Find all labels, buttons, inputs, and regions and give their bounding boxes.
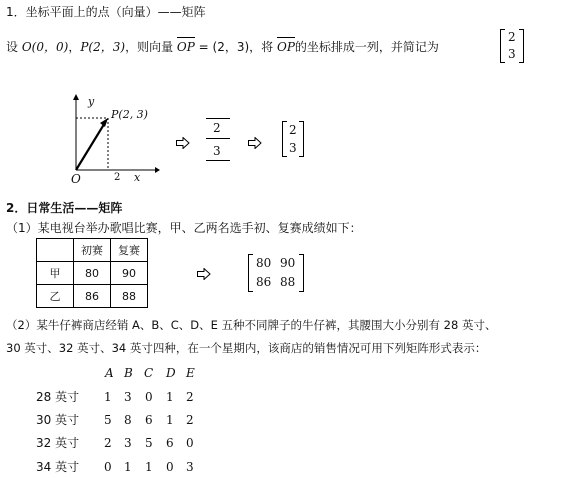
point-label: P(2, 3): [111, 108, 148, 121]
matrix-cell: 2: [289, 123, 297, 137]
vector-arrow-icon: [177, 37, 195, 38]
sales-cell: 3: [124, 390, 132, 404]
x-axis-arrow-icon: [155, 167, 160, 173]
section1-line: [6, 40, 439, 54]
section1-heading: 1．坐标平面上的点（向量）——矩阵: [6, 5, 206, 19]
column-bottom-bar: [206, 160, 230, 161]
section2-heading: 2．日常生活——矩阵: [6, 201, 123, 215]
sales-cell: 3: [124, 436, 132, 450]
sales-cell: 6: [166, 436, 174, 450]
sales-cell: 2: [104, 436, 112, 450]
sales-cell: 0: [186, 436, 194, 450]
matrix-cell: 88: [280, 275, 296, 289]
table-cell: 80: [74, 262, 111, 285]
column-header: B: [124, 366, 133, 380]
sales-cell: 1: [166, 413, 174, 427]
sales-cell: 1: [104, 390, 112, 404]
table-header-cell: 初赛: [74, 239, 111, 262]
part2-text-line1: （2）某牛仔裤商店经销 A、B、C、D、E 五种不同牌子的牛仔裤，其腰围大小分别有 28 英寸、: [6, 318, 497, 332]
vector-arrow-icon: [100, 118, 108, 127]
line-suffix: 的坐标排成一列，并简记为: [294, 40, 439, 54]
sales-cell: 5: [145, 436, 153, 450]
table-header-cell: [37, 239, 74, 262]
column-header: C: [144, 366, 154, 380]
column-value: 3: [213, 144, 221, 158]
vector-op-2: OP: [277, 40, 295, 54]
part1-text: （1）某电视台举办歌唱比赛，甲、乙两名选手初、复赛成绩如下：: [6, 221, 362, 235]
column-top-bar: [206, 118, 230, 119]
line-sep2: ，则向量: [125, 40, 174, 54]
sales-cell: 2: [186, 413, 194, 427]
sales-cell: 0: [166, 460, 174, 474]
table-row: [37, 239, 148, 262]
hollow-arrow-icon: [176, 137, 190, 149]
sales-cell: 0: [104, 460, 112, 474]
column-header: E: [186, 366, 195, 380]
row-label: 34 英寸: [36, 460, 80, 474]
table-row: [37, 262, 148, 285]
column-mid-bar: [206, 138, 230, 139]
x-tick-label: 2: [114, 172, 121, 183]
origin-coord: O(0，0): [21, 40, 69, 54]
matrix-cell: 3: [289, 141, 297, 155]
hollow-arrow-icon: [248, 137, 262, 149]
vector-line: [76, 121, 106, 170]
origin-label: O: [71, 172, 81, 186]
matrix-cell: 3: [508, 47, 516, 61]
row-label: 28 英寸: [36, 390, 80, 404]
sales-cell: 8: [124, 413, 132, 427]
column-header: A: [105, 366, 114, 380]
column-matrix: [282, 121, 304, 157]
table-cell: 90: [111, 262, 148, 285]
sales-cell: 3: [186, 460, 194, 474]
part2-text-line2: 30 英寸、32 英寸、34 英寸四种，在一个星期内，该商店的销售情况可用下列矩阵形式表示：: [6, 341, 487, 355]
vector-op: OP: [177, 40, 195, 54]
hollow-arrow-icon: [197, 268, 211, 280]
table-row: [37, 285, 148, 308]
table-cell: 86: [74, 285, 111, 308]
point-coord: P(2，3): [80, 40, 126, 54]
matrix-cell: 86: [256, 275, 272, 289]
x-axis-label: x: [134, 171, 141, 184]
column-matrix-inline: [500, 29, 524, 63]
scores-matrix: [248, 254, 304, 292]
row-label: 30 英寸: [36, 413, 80, 427]
matrix-cell: 90: [280, 256, 296, 270]
table-cell: 甲: [37, 262, 74, 285]
y-axis-label: y: [88, 95, 95, 108]
matrix-cell: 2: [508, 30, 516, 44]
line-sep1: ，: [68, 40, 81, 54]
coordinate-graph: [60, 92, 160, 184]
sales-cell: 5: [104, 413, 112, 427]
sales-cell: 6: [145, 413, 153, 427]
row-label: 32 英寸: [36, 436, 80, 450]
sales-cell: 2: [186, 390, 194, 404]
sales-cell: 1: [124, 460, 132, 474]
table-header-cell: 复赛: [111, 239, 148, 262]
column-value: 2: [213, 121, 221, 135]
table-cell: 88: [111, 285, 148, 308]
table-cell: 乙: [37, 285, 74, 308]
sales-cell: 1: [166, 390, 174, 404]
matrix-cell: 80: [256, 256, 272, 270]
column-header: D: [166, 366, 176, 380]
vector-arrow-icon: [277, 37, 295, 38]
line-eq: = (2，3)，将: [198, 40, 274, 54]
sales-cell: 0: [145, 390, 153, 404]
y-axis-arrow-icon: [73, 94, 79, 100]
sales-cell: 1: [145, 460, 153, 474]
line-prefix: 设: [6, 40, 19, 54]
scores-table: [36, 238, 148, 308]
